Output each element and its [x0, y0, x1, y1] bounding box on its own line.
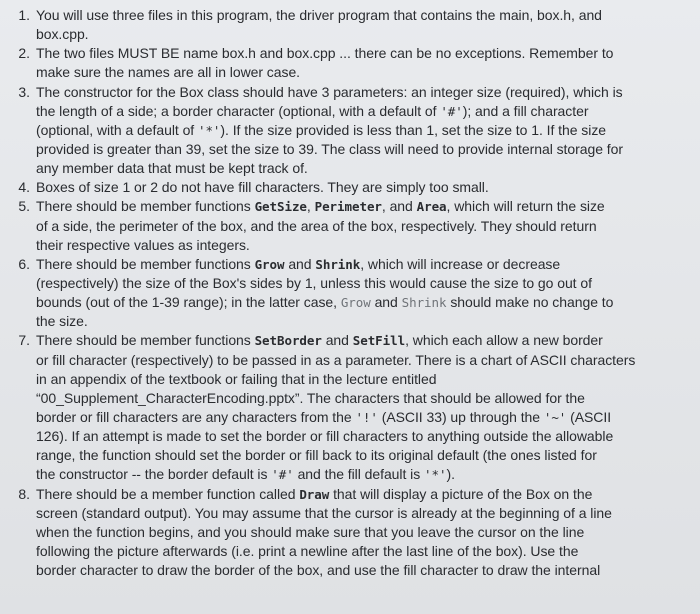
text-line — [36, 427, 700, 446]
text-segment: their respective values as integers. — [36, 236, 250, 253]
text-segment: (respectively) the size of the Box's sides by 1, unless this would cause the size to go out of — [36, 274, 592, 291]
code-text: '*' — [424, 467, 447, 483]
text-segment: border or fill characters are any characters from the — [36, 408, 356, 425]
code-text: Draw — [299, 486, 330, 502]
item-number: 6. — [18, 255, 30, 272]
text-segment: The constructor for the Box class should have 3 parameters: an integer size (required), which is — [36, 83, 623, 100]
text-segment: when the function begins, and you should make sure that you leave the cursor on the line — [36, 523, 585, 540]
text-segment: and the fill default is — [293, 466, 425, 483]
code-text: '*' — [197, 122, 221, 138]
text-line — [36, 140, 700, 159]
text-line — [36, 159, 700, 178]
text-line — [36, 197, 700, 216]
code-text: Perimeter — [314, 199, 382, 215]
code-text: Grow — [254, 256, 285, 272]
text-segment: There should be a member function called — [36, 485, 300, 502]
text-segment: provided is greater than 39, set the size to 39. The class will need to provide internal storage for — [36, 140, 623, 157]
text-line — [36, 102, 700, 121]
text-line — [36, 351, 700, 370]
item-number: 4. — [18, 179, 30, 196]
text-segment: Boxes of size 1 or 2 do not have fill characters. They are simply too small. — [36, 179, 489, 196]
text-line — [36, 83, 700, 102]
text-segment: any member data that must be kept track of. — [36, 160, 308, 177]
text-segment: range, the function should set the border or fill back to its original default (the ones listed for — [36, 447, 597, 464]
list-item — [0, 44, 700, 82]
text-line — [36, 293, 700, 312]
text-segment: make sure the names are all in lower case. — [36, 64, 301, 81]
text-line — [36, 523, 700, 542]
text-segment: and — [321, 332, 353, 349]
text-line — [36, 63, 700, 82]
text-segment: There should be member functions — [36, 198, 255, 215]
text-segment: the size. — [36, 313, 88, 330]
text-line — [36, 331, 700, 350]
code-text: '#' — [271, 467, 294, 483]
text-segment: should make no change to — [446, 294, 614, 311]
code-text: Shrink — [401, 295, 447, 311]
text-segment: ). — [446, 466, 455, 483]
text-line — [36, 274, 700, 293]
text-line — [36, 465, 700, 484]
text-line — [36, 370, 700, 389]
text-line — [36, 446, 700, 465]
text-segment: screen (standard output). You may assume that the cursor is already at the beginning of a line — [36, 504, 612, 521]
text-line — [36, 121, 700, 140]
text-segment: following the picture afterwards (i.e. print a newline after the last line of the box). Use the — [36, 542, 579, 559]
text-line — [36, 6, 700, 25]
code-text: GetSize — [254, 199, 307, 215]
item-number: 2. — [18, 45, 30, 62]
code-text: '#' — [440, 103, 463, 119]
text-line — [36, 485, 700, 504]
text-segment: 126). If an attempt is made to set the border or fill characters to anything outside the allowable — [36, 428, 614, 445]
text-line — [36, 389, 700, 408]
text-segment: or fill character (respectively) to be passed in as a parameter. There is a chart of ASCII characters — [36, 351, 636, 368]
text-segment: the constructor -- the border default is — [36, 466, 272, 483]
text-segment: bounds (out of the 1-39 range); in the latter case, — [36, 294, 341, 311]
text-segment: (ASCII 33) up through the — [377, 408, 544, 425]
item-number: 1. — [18, 7, 30, 23]
text-segment: in an appendix of the textbook or failing that in the lecture entitled — [36, 370, 437, 387]
text-segment: ); and a fill character — [462, 102, 589, 119]
text-segment: , and — [381, 198, 417, 215]
text-segment: of a side, the perimeter of the box, and the area of the box, respectively. They should return — [36, 217, 597, 234]
text-segment: The two files MUST BE name box.h and box.cpp ... there can be no exceptions. Remember to — [36, 45, 614, 62]
list-item — [0, 197, 700, 254]
text-line — [36, 504, 700, 523]
text-segment: (optional, with a default of — [36, 121, 198, 138]
text-line — [36, 312, 700, 331]
text-line — [36, 561, 700, 580]
code-text: Area — [416, 199, 447, 215]
item-number: 7. — [18, 332, 30, 349]
item-number: 5. — [18, 198, 30, 215]
list-item — [0, 178, 700, 197]
text-segment: and — [370, 294, 402, 311]
text-segment: , which each allow a new border — [405, 332, 603, 349]
text-segment: , which will increase or decrease — [360, 255, 561, 272]
code-text: SetBorder — [254, 333, 322, 349]
requirements-list — [0, 6, 700, 580]
item-number: 8. — [18, 485, 30, 502]
text-segment: border character to draw the border of the box, and use the fill character to draw the internal — [36, 562, 601, 579]
text-line — [36, 255, 700, 274]
text-segment: “00_Supplement_CharacterEncoding.pptx”. The characters that should be allowed for the — [36, 389, 585, 406]
text-segment: box.cpp. — [36, 26, 89, 43]
list-item — [0, 6, 700, 44]
text-segment: and — [284, 255, 316, 272]
text-segment: that will display a picture of the Box on the — [329, 485, 593, 502]
text-line — [36, 542, 700, 561]
text-line — [36, 178, 700, 197]
text-line — [36, 408, 700, 427]
text-segment: , which will return the size — [446, 198, 605, 215]
text-segment: (ASCII — [566, 408, 612, 425]
list-item — [0, 331, 700, 484]
text-segment: ). If the size provided is less than 1, set the size to 1. If the size — [220, 121, 607, 138]
text-segment: There should be member functions — [36, 332, 255, 349]
code-text: Shrink — [315, 256, 361, 272]
text-segment: , — [306, 198, 315, 215]
text-line — [36, 236, 700, 255]
text-line — [36, 217, 700, 236]
code-text: SetFill — [352, 333, 406, 349]
code-text: Grow — [340, 295, 371, 311]
code-text: '!' — [355, 409, 378, 425]
list-item — [0, 255, 700, 332]
item-number: 3. — [18, 83, 30, 100]
code-text: '~' — [543, 409, 567, 425]
list-item — [0, 83, 700, 179]
list-item — [0, 485, 700, 581]
text-segment: the length of a side; a border character (optional, with a default of — [36, 102, 441, 119]
text-line — [36, 44, 700, 63]
text-segment: There should be member functions — [36, 255, 255, 272]
text-line — [36, 25, 700, 44]
text-segment: You will use three files in this program, the driver program that contains the main, box.h, and — [36, 7, 602, 23]
